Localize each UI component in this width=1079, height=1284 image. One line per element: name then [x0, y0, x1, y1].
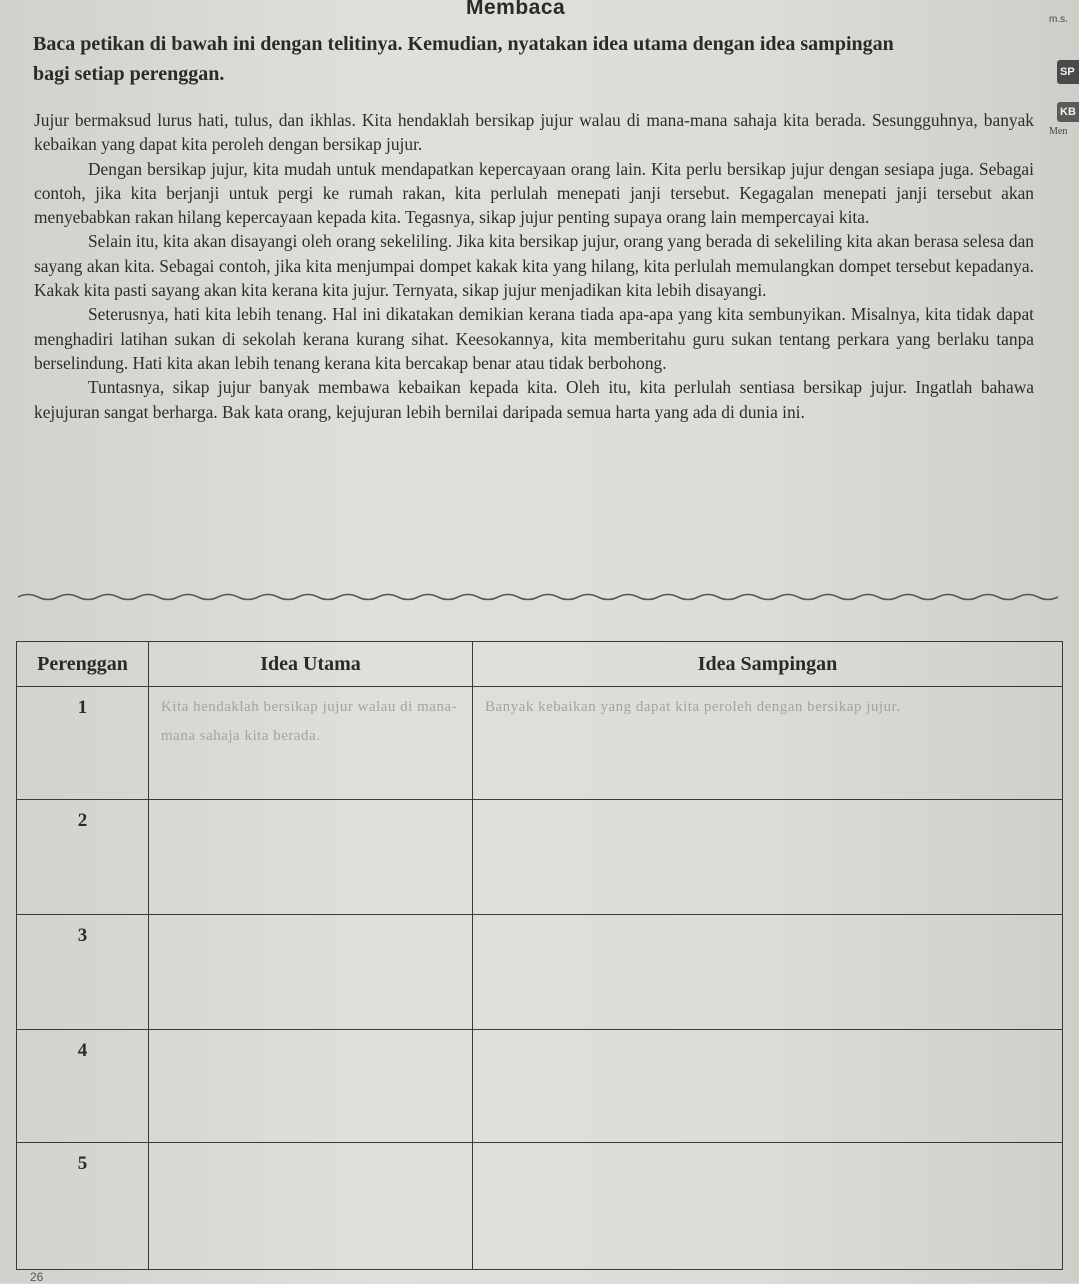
header-idea-utama: Idea Utama: [149, 642, 473, 687]
passage-paragraph-4: Seterusnya, hati kita lebih tenang. Hal ini dikatakan demikian kerana tiada apa-apa yang kita sembunyikan. Misalnya, kita tidak dapat menghadiri latihan sukan di sekolah kerana kurang sihat. Keesokannya, kita memberitahu guru sukan tentang perkara yang berlaku tanpa berselindung. Hati kita akan lebih tenang kerana kita bercakap benar atau tidak berbohong.: [34, 304, 1034, 373]
instruction-line-2: bagi setiap perenggan.: [33, 63, 225, 85]
instruction-line-1: Baca petikan di bawah ini dengan telitinya. Kemudian, nyatakan idea utama dengan idea sampingan: [33, 33, 894, 55]
idea-utama-text: [149, 1143, 472, 1149]
reading-passage: [34, 108, 1034, 424]
table-row: [17, 1143, 1063, 1270]
row-number: 3: [17, 915, 149, 1030]
idea-utama-text: [149, 915, 472, 921]
idea-sampingan-text: [473, 1030, 1062, 1036]
row-number: 1: [17, 687, 149, 800]
row-number: 2: [17, 800, 149, 915]
idea-sampingan-cell[interactable]: [473, 915, 1063, 1030]
page-number: 26: [30, 1270, 44, 1284]
table-header-row: [17, 642, 1063, 687]
idea-utama-text: [149, 1030, 472, 1036]
table-row: [17, 915, 1063, 1030]
header-perenggan: Perenggan: [17, 642, 149, 687]
idea-sampingan-cell[interactable]: [473, 1143, 1063, 1270]
side-tab-caption: Men: [1049, 126, 1068, 137]
idea-sampingan-text: Banyak kebaikan yang dapat kita peroleh dengan bersikap jujur.: [485, 699, 901, 715]
corner-label: m.s.: [1049, 14, 1068, 25]
idea-sampingan-text: [473, 1143, 1062, 1149]
header-idea-sampingan: Idea Sampingan: [473, 642, 1063, 687]
idea-utama-cell[interactable]: [149, 687, 473, 800]
idea-utama-cell[interactable]: [149, 1030, 473, 1143]
table-row: [17, 1030, 1063, 1143]
side-tab-kb: KB: [1057, 102, 1079, 122]
idea-sampingan-text: [473, 915, 1062, 921]
wavy-divider: [18, 590, 1058, 604]
passage-paragraph-1: Jujur bermaksud lurus hati, tulus, dan ikhlas. Kita hendaklah bersikap jujur walau di mana-mana sahaja kita berada. Sesungguhnya, banyak kebaikan yang dapat kita peroleh dengan bersikap jujur.: [34, 110, 1034, 155]
row-number: 4: [17, 1030, 149, 1143]
side-tab-sp: SP: [1057, 60, 1079, 84]
passage-paragraph-5: Tuntasnya, sikap jujur banyak membawa kebaikan kepada kita. Oleh itu, kita perlulah sentiasa bersikap jujur. Ingatlah bahawa kejujuran sangat berharga. Bak kata orang, kejujuran lebih bernilai daripada semua harta yang ada di dunia ini.: [34, 377, 1034, 422]
table-row: [17, 800, 1063, 915]
idea-utama-text: Kita hendaklah bersikap jujur walau di mana-mana sahaja kita berada.: [161, 699, 458, 744]
passage-paragraph-2: Dengan bersikap jujur, kita mudah untuk mendapatkan kepercayaan orang lain. Kita perlu bersikap jujur dengan sesiapa juga. Sebagai contoh, jika kita berjanji untuk pergi ke rumah rakan, kita perlulah menepati janji tersebut. Kegagalan menepati janji tersebut akan menyebabkan rakan hilang kepercayaan kepada kita. Tegasnya, sikap jujur penting supaya orang lain mempercayai kita.: [34, 158, 1034, 228]
passage-paragraph-3: Selain itu, kita akan disayangi oleh orang sekeliling. Jika kita bersikap jujur, orang yang berada di sekeliling kita akan berasa selesa dan sayang akan kita. Sebagai contoh, jika kita menjumpai dompet kakak kita yang hilang, kita perlulah memulangkan dompet tersebut kepadanya. Kakak kita pasti sayang akan kita kerana kita jujur. Ternyata, sikap jujur menjadikan kita lebih disayangi.: [34, 231, 1034, 301]
idea-utama-cell[interactable]: [149, 1143, 473, 1270]
answer-table: [16, 641, 1063, 1270]
idea-sampingan-cell[interactable]: [473, 687, 1063, 800]
idea-utama-cell[interactable]: [149, 800, 473, 915]
section-title: Membaca: [466, 0, 566, 19]
idea-sampingan-cell[interactable]: [473, 800, 1063, 915]
idea-sampingan-text: [473, 800, 1062, 806]
instruction: [32, 29, 1042, 89]
idea-utama-text: [149, 800, 472, 806]
row-number: 5: [17, 1143, 149, 1270]
idea-sampingan-cell[interactable]: [473, 1030, 1063, 1143]
table-row: [17, 687, 1063, 800]
idea-utama-cell[interactable]: [149, 915, 473, 1030]
